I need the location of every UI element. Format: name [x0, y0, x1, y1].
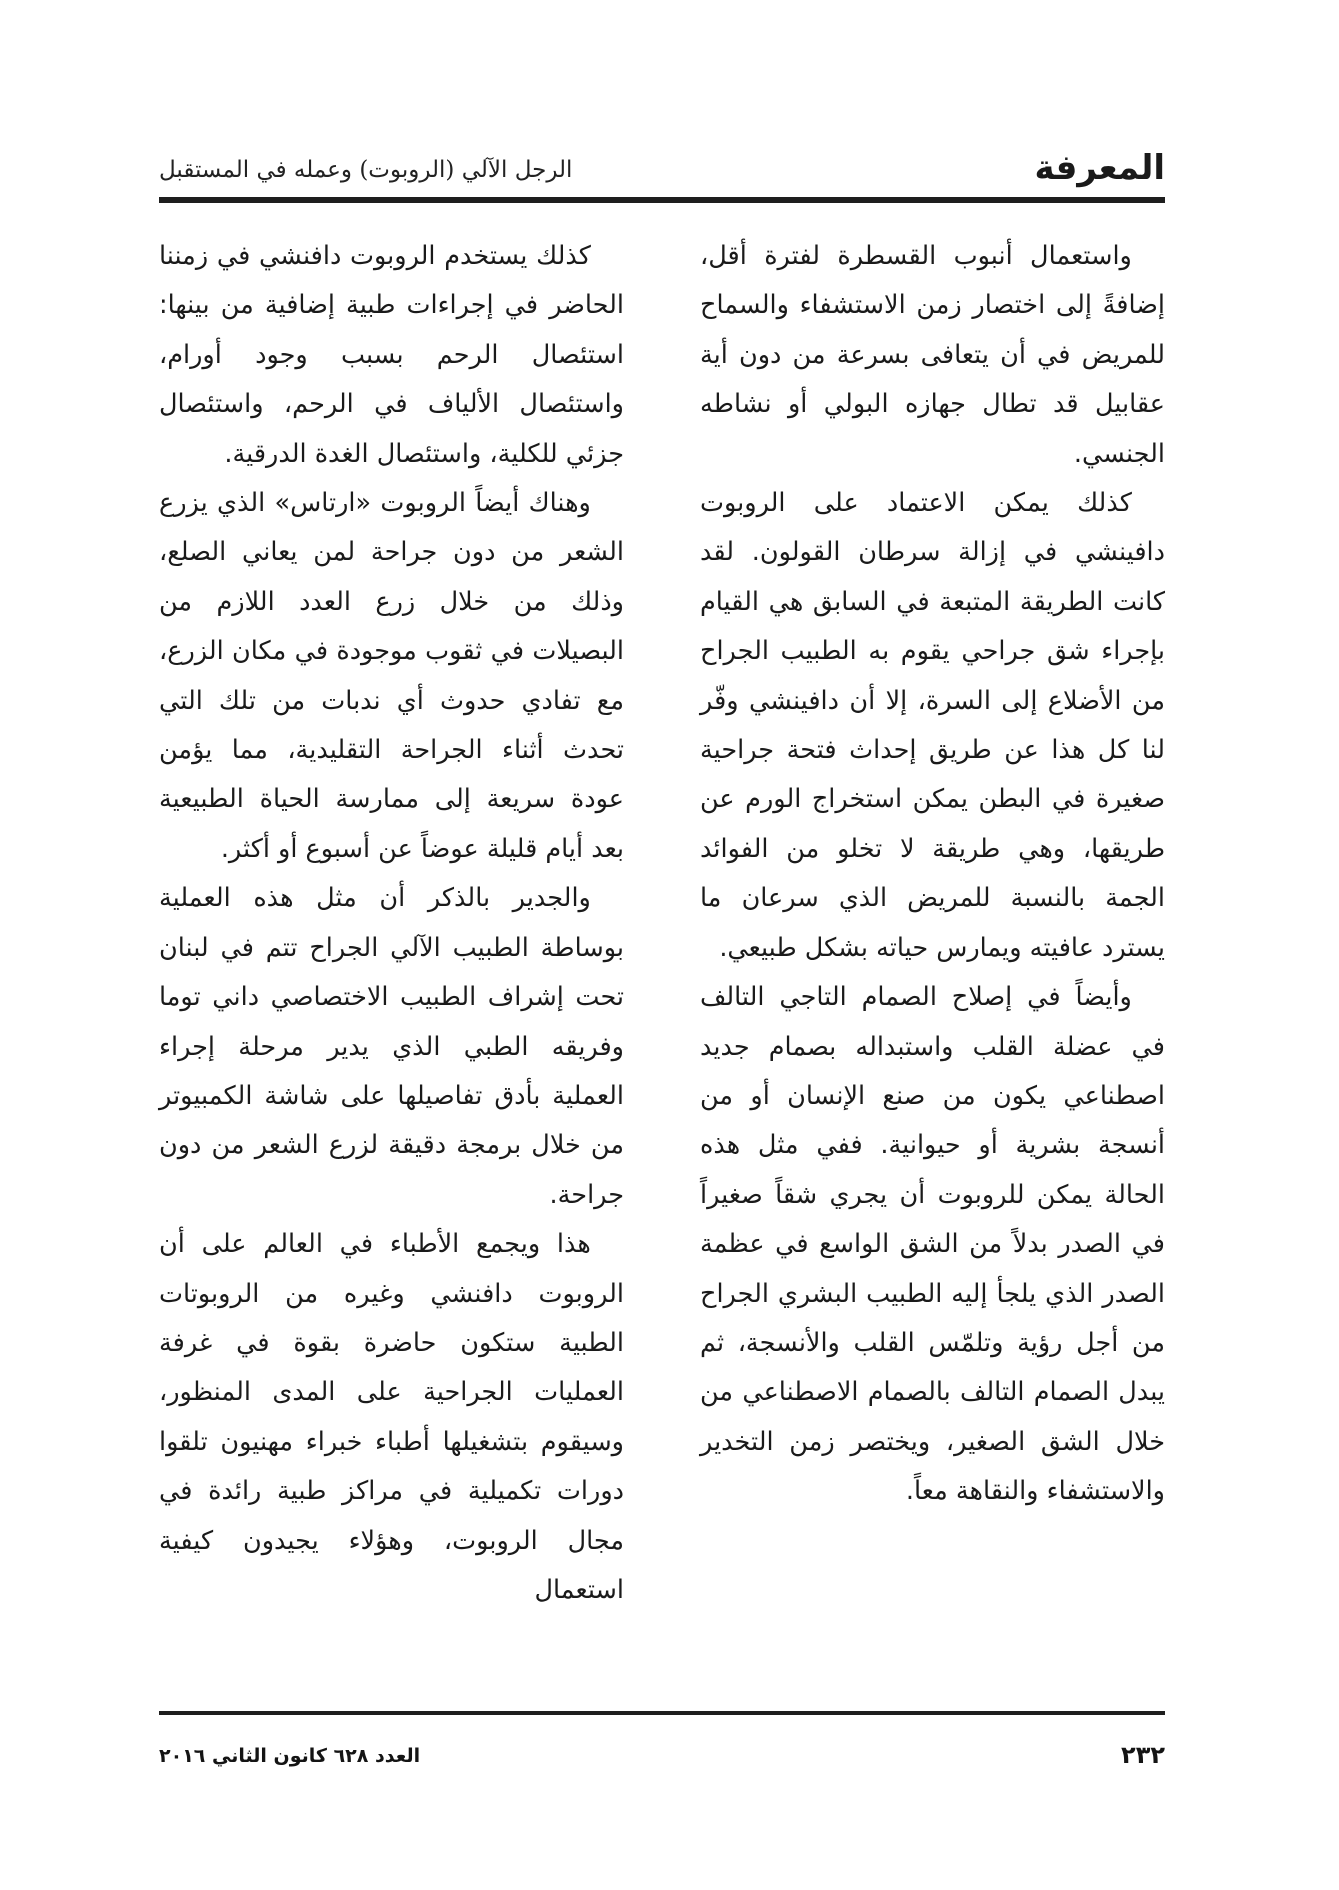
left-text-column — [159, 232, 624, 1615]
footer-divider — [159, 1711, 1165, 1715]
page-footer — [159, 1740, 1165, 1772]
magazine-logo: المعرفة — [1034, 148, 1165, 188]
paragraph: كذلك يستخدم الروبوت دافنشي في زمننا الحاضر في إجراءات طبية إضافية من بينها: استئصال الرحم بسبب وجود أورام، واستئصال الألياف في الرحم، واستئصال جزئي للكلية، واستئصال الغدة الدرقية. — [159, 241, 624, 469]
paragraph: كذلك يمكن الاعتماد على الروبوت دافينشي في إزالة سرطان القولون. لقد كانت الطريقة المتبعة في السابق هي القيام بإجراء شق جراحي يقوم به الطبيب الجراح من الأضلاع إلى السرة، إلا أن دافينشي وفّر لنا كل هذا عن طريق إحداث فتحة جراحية صغيرة في البطن يمكن استخراج الورم عن طريقها، وهي طريقة لا تخلو من الفوائد الجمة بالنسبة للمريض الذي سرعان ما يسترد عافيته ويمارس حياته بشكل طبيعي. — [700, 488, 1165, 963]
paragraph: وأيضاً في إصلاح الصمام التاجي التالف في عضلة القلب واستبداله بصمام جديد اصطناعي يكون من صنع الإنسان أو من أنسجة بشرية أو حيوانية. ففي مثل هذه الحالة يمكن للروبوت أن يجري شقاً صغيراً في الصدر بدلاً من الشق الواسع في عظمة الصدر الذي يلجأ إليه الطبيب البشري الجراح من أجل رؤية وتلمّس القلب والأنسجة، ثم يبدل الصمام التالف بالصمام الاصطناعي من خلال الشق الصغير، ويختصر زمن التخدير والاستشفاء والنقاهة معاً. — [700, 982, 1165, 1507]
paragraph: وهناك أيضاً الروبوت «ارتاس» الذي يزرع الشعر من دون جراحة لمن يعاني الصلع، وذلك من خلال زرع العدد اللازم من البصيلات في ثقوب موجودة في مكان الزرع، مع تفادي حدوث أي ندبات من تلك التي تحدث أثناء الجراحة التقليدية، مما يؤمن عودة سريعة إلى ممارسة الحياة الطبيعية بعد أيام قليلة عوضاً عن أسبوع أو أكثر. — [159, 488, 624, 864]
page-header — [159, 148, 1165, 194]
page-number: ٢٣٢ — [1121, 1741, 1165, 1769]
right-text-column — [700, 232, 1165, 1517]
running-article-title: الرجل الآلي (الروبوت) وعمله في المستقبل — [159, 157, 573, 183]
issue-info: العدد ٦٢٨ كانون الثاني ٢٠١٦ — [159, 1745, 421, 1767]
paragraph: والجدير بالذكر أن مثل هذه العملية بوساطة الطبيب الآلي الجراح تتم في لبنان تحت إشراف الطبيب الاختصاصي داني توما وفريقه الطبي الذي يدير مرحلة إجراء العملية بأدق تفاصيلها على شاشة الكمبيوتر من خلال برمجة دقيقة لزرع الشعر من دون جراحة. — [159, 883, 624, 1210]
paragraph: هذا ويجمع الأطباء في العالم على أن الروبوت دافنشي وغيره من الروبوتات الطبية ستكون حاضرة بقوة في غرفة العمليات الجراحية على المدى المنظور، وسيقوم بتشغيلها أطباء خبراء مهنيون تلقوا دورات تكميلية في مراكز طبية رائدة في مجال الروبوت، وهؤلاء يجيدون كيفية استعمال — [159, 1229, 624, 1605]
paragraph: واستعمال أنبوب القسطرة لفترة أقل، إضافةً إلى اختصار زمن الاستشفاء والسماح للمريض في أن يتعافى بسرعة من دون أية عقابيل قد تطال جهازه البولي أو نشاطه الجنسي. — [700, 241, 1165, 469]
header-divider — [159, 197, 1165, 203]
